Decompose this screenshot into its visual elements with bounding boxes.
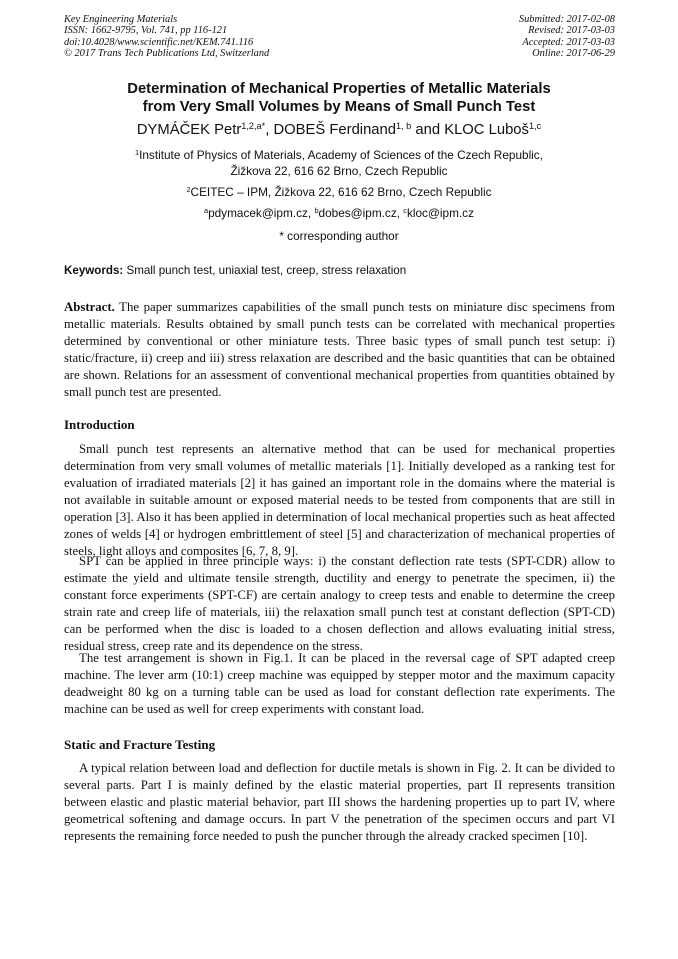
author-separator: and bbox=[411, 122, 445, 138]
keywords bbox=[64, 263, 616, 278]
abstract-label: Abstract. bbox=[64, 300, 115, 314]
title-line-1: Determination of Mechanical Properties of Metallic Materials bbox=[127, 81, 551, 97]
date-online: Online: 2017-06-29 bbox=[532, 47, 615, 59]
corresponding-author-note: * corresponding author bbox=[279, 229, 399, 243]
keywords-label: Keywords: bbox=[64, 264, 124, 277]
affiliation-1-line-1: Institute of Physics of Materials, Academy of Sciences of the Czech Republic, bbox=[139, 148, 543, 162]
email-a-marker: a bbox=[204, 205, 209, 215]
section-heading-static-fracture: Static and Fracture Testing bbox=[64, 737, 216, 752]
affiliation-2-text: CEITEC – IPM, Žižkova 22, 616 62 Brno, Czech Republic bbox=[190, 185, 492, 199]
static-paragraph-1: A typical relation between load and deflection for ductile metals is shown in Fig. 2. It can be divided to several parts. Part I is mainly defined by the elastic material properties, part II represents transition between elastic and plastic material behavior, part III shows the hardening properties up to part IV, where geometrical softening and damage occurs. In part V the penetration of the specimen occurs and part VI represents the remaining force needed to push the puncher through the already cracked specimen [10]. bbox=[64, 761, 615, 843]
date-submitted: Submitted: 2017-02-08 bbox=[518, 14, 615, 25]
journal-copyright: © 2017 Trans Tech Publications Ltd, Switzerland bbox=[64, 47, 270, 59]
affiliation-2 bbox=[0, 185, 678, 201]
section-heading-introduction: Introduction bbox=[64, 417, 135, 432]
title-line-2: from Very Small Volumes by Means of Small Punch Test bbox=[142, 99, 536, 115]
date-revised: Revised: 2017-03-03 bbox=[528, 25, 615, 37]
email-b: dobes@ipm.cz, bbox=[318, 206, 404, 220]
email-c-marker: c bbox=[403, 205, 407, 215]
intro-paragraph-1: Small punch test represents an alternative method that can be used for mechanical properties determination from very small volumes of metallic materials [1]. Initially developed as a ranking test for evaluation of irradiated materials [2] it has gained an important role in the domains where the material is not available in suitable amount or exposed material needs to be tested from components that are still in operation [3]. Also it has been applied in determination of local mechanical properties such as heat affected zones of welds [4] or hydrogen embrittlement of steel [5] and characterization of mechanical properties of steels, light alloys and composites [6, 7, 8, 9]. bbox=[64, 442, 615, 558]
publication-dates bbox=[519, 14, 615, 59]
abstract-text: The paper summarizes capabilities of the small punch tests on miniature disc specimens from metallic materials. Results obtained by small punch tests can be correlated with mechanical properties determined by conventional or other miniature tests. Three basic types of small punch test setup: i) static/fracture, ii) creep and iii) stress relaxation are described and the basic quantities that can be obtained are shown. Relations for an assessment of conventional mechanical properties from quantities obtained by small punch test are presented. bbox=[64, 300, 615, 399]
affiliation-1-line-2: Žižkova 22, 616 62 Brno, Czech Republic bbox=[230, 163, 448, 178]
email-c: kloc@ipm.cz bbox=[406, 206, 474, 220]
author-separator: , bbox=[265, 122, 274, 138]
intro-paragraph-3: The test arrangement is shown in Fig.1. It can be placed in the reversal cage of SPT adapted creep machine. The lever arm (10:1) creep machine was equipped by stepper motor and the maximum capacity deadweight 80 kg on a turning table can be used as load for constant deflection rate experiments. The machine can be used as well for creep experiments with constant load. bbox=[64, 651, 615, 716]
author-3: KLOC Luboš bbox=[444, 122, 529, 138]
author-emails bbox=[0, 206, 678, 222]
author-2: DOBEŠ Ferdinand bbox=[273, 122, 396, 138]
affiliation-1-number: 1 bbox=[135, 147, 140, 157]
email-a: pdymacek@ipm.cz, bbox=[208, 206, 315, 220]
author-1: DYMÁČEK Petr bbox=[136, 122, 242, 138]
journal-name: Key Engineering Materials bbox=[64, 14, 178, 25]
author-1-affil: 1,2,a* bbox=[241, 120, 266, 131]
journal-issn: ISSN: 1662-9795, Vol. 741, pp 116-121 bbox=[64, 25, 228, 37]
author-3-affil: 1,c bbox=[528, 120, 542, 131]
journal-doi: doi:10.4028/www.scientific.net/KEM.741.116 bbox=[64, 36, 254, 48]
paper-title bbox=[0, 80, 678, 116]
author-list bbox=[0, 120, 678, 140]
keywords-text: Small punch test, uniaxial test, creep, stress relaxation bbox=[123, 264, 407, 277]
intro-paragraph-2: SPT can be applied in three principle ways: i) the constant deflection rate tests (SPT-CDR) allow to estimate the yield and ultimate tensile strength, ductility and energy to penetrate the specimen, ii) the constant force experiments (SPT-CF) are certain analogy to creep tests and enable to determine the creep strain rate and creep life of materials, iii) the relaxation small punch test at constant deflection (SPT-CD) can be performed when the disc is loaded to a chosen deflection and allows evaluating initial stress, residual stress, creep rate and its dependence on the stress. bbox=[64, 554, 615, 653]
affiliation-1 bbox=[0, 148, 678, 179]
date-accepted: Accepted: 2017-03-03 bbox=[522, 36, 615, 48]
abstract bbox=[64, 299, 615, 401]
affiliation-2-number: 2 bbox=[186, 184, 191, 194]
email-b-marker: b bbox=[314, 205, 319, 215]
author-2-affil: 1, b bbox=[396, 120, 412, 131]
journal-info bbox=[64, 14, 269, 59]
